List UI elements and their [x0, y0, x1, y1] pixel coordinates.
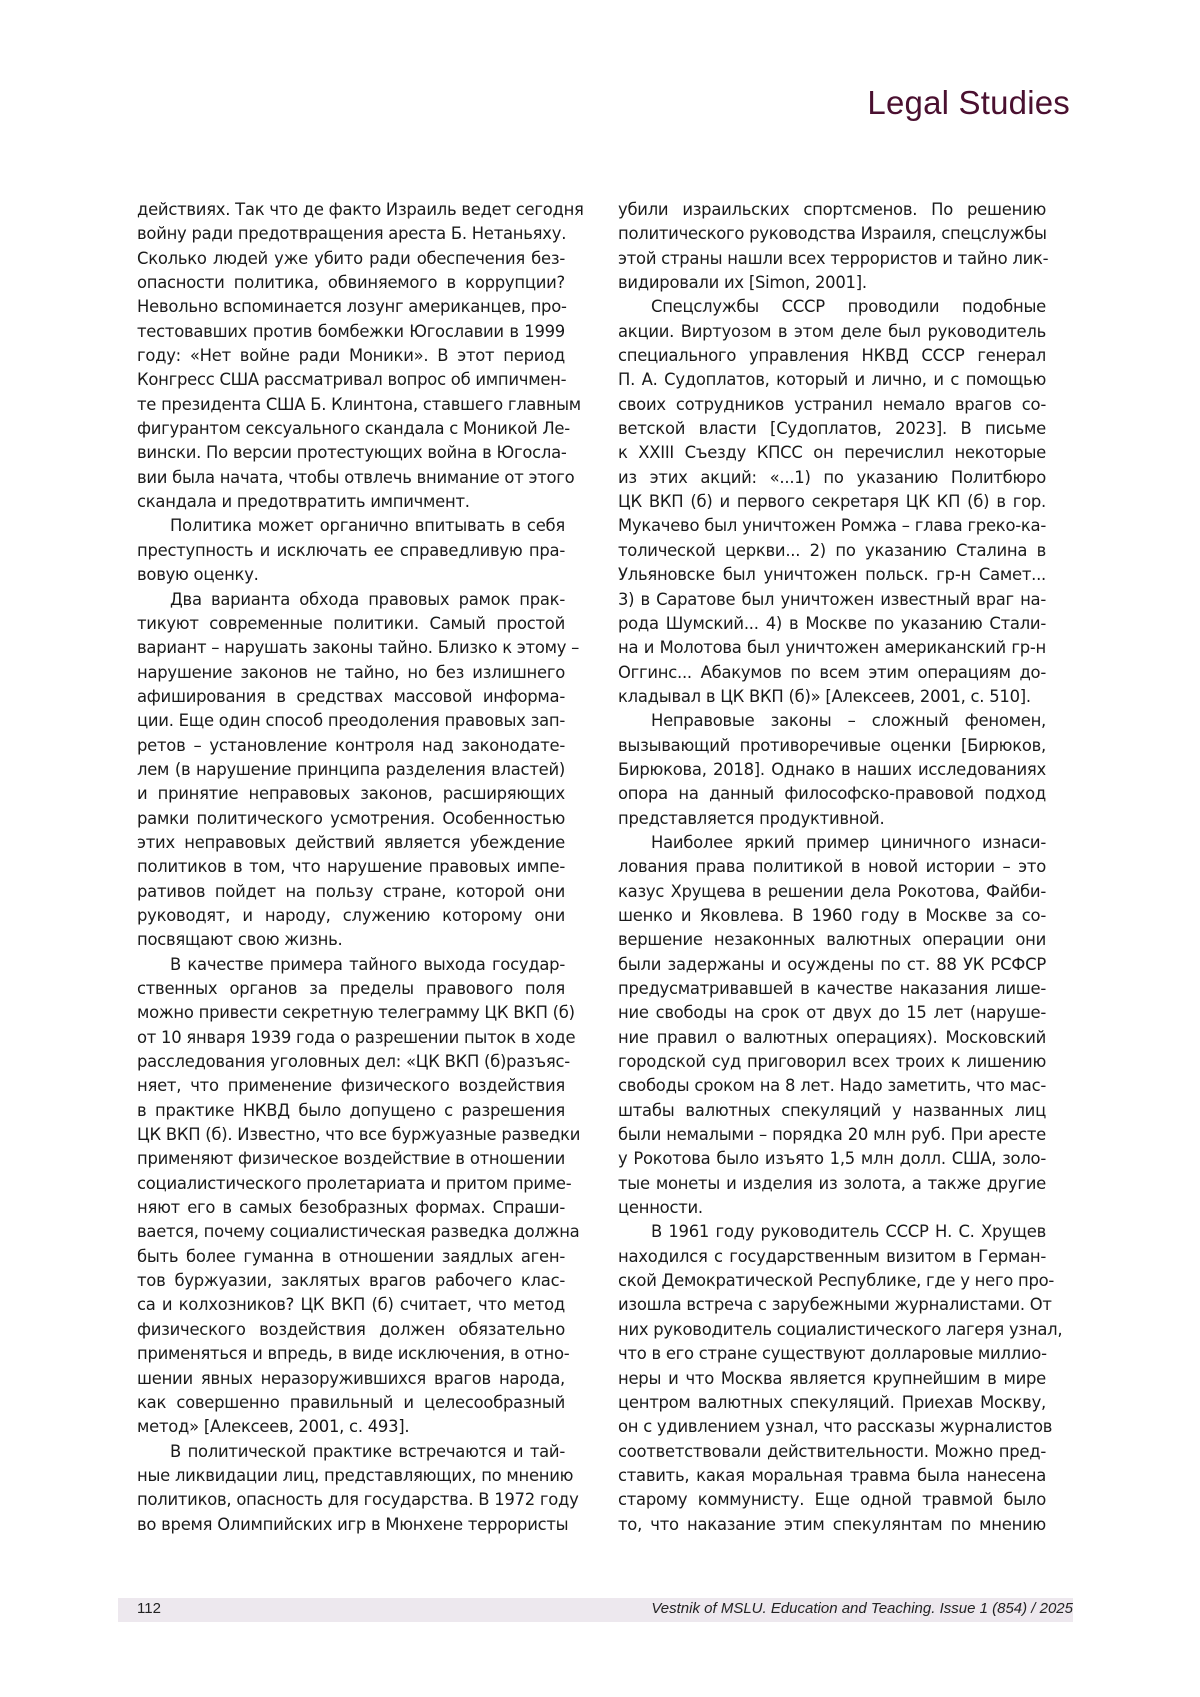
text-line: опасности политика, обвиняемого в коррупции?: [137, 273, 565, 293]
text-line: вариант – нарушать законы тайно. Близко к этому –: [137, 638, 580, 658]
text-line: неры и что Москва является крупнейшим в мире: [618, 1368, 1046, 1388]
text-line: Неправовые законы – сложный феномен,: [651, 711, 1046, 731]
text-line: Сколько людей уже убито ради обеспечения без-: [137, 248, 565, 268]
text-line: что в его стране существуют долларовые миллио-: [618, 1344, 1047, 1364]
text-line: году: «Нет войне ради Моники». В этот период: [137, 346, 565, 366]
text-line: ЦК ВКП (б). Известно, что все буржуазные разведки: [137, 1125, 581, 1145]
text-line: к XXIII Съезду КПСС он перечислил некоторые: [618, 443, 1046, 463]
section-title: Legal Studies: [867, 84, 1070, 121]
text-line: в практике НКВД было допущено с разрешения: [137, 1100, 565, 1120]
text-line: политиков в том, что нарушение правовых импе-: [137, 857, 565, 877]
text-line: ретов – установление контроля над законодате-: [137, 735, 565, 755]
text-line: ставить, какая моральная травма была нанесена: [618, 1465, 1046, 1485]
text-line: вершение незаконных валютных операции они: [618, 930, 1046, 950]
text-line: В политической практике встречаются и тай-: [170, 1441, 565, 1461]
text-line: рамки политического усмотрения. Особенностью: [137, 808, 565, 828]
text-line: предусматривавшей в качестве наказания лише-: [618, 979, 1046, 998]
text-line: вается, почему социалистическая разведка должна: [137, 1222, 580, 1242]
text-line: были задержаны и осуждены по ст. 88 УК РСФСР: [618, 954, 1046, 974]
text-line: этих неправовых действий является убеждение: [137, 832, 565, 852]
text-line: П. А. Судоплатов, который и лично, и с помощью: [618, 370, 1046, 390]
text-line: кладывал в ЦК ВКП (б)» [Алексеев, 2001, с. 510].: [618, 686, 1031, 706]
text-line: старому коммунисту. Еще одной травмой было: [618, 1490, 1046, 1510]
text-line: физического воздействия должен обязательно: [137, 1319, 565, 1339]
text-line: Невольно вспоминается лозунг американцев, про-: [137, 297, 567, 317]
text-line: метод» [Алексеев, 2001, с. 493].: [137, 1417, 410, 1437]
text-line: преступность и исключать ее справедливую пра-: [137, 540, 565, 560]
text-line: центром валютных спекуляций. Приехав Москву,: [618, 1392, 1046, 1412]
text-line: он с удивлением узнал, что рассказы журналистов: [618, 1417, 1053, 1437]
right-column: [618, 198, 1063, 1537]
text-line: действиях. Так что де факто Израиль ведет сегодня: [137, 200, 584, 219]
text-line: акции. Виртуозом в этом деле был руководитель: [618, 321, 1046, 341]
text-line: руководят, и народу, служению которому они: [137, 905, 565, 925]
text-line: войну ради предотвращения ареста Б. Нетаньяху.: [137, 224, 567, 244]
text-line: можно привести секретную телеграмму ЦК ВКП (б): [137, 1003, 575, 1023]
text-line: этой страны нашли всех террористов и тайно лик-: [618, 248, 1049, 268]
text-line: няют его в самых безобразных формах. Спраши-: [137, 1198, 565, 1218]
text-line: афиширования в средствах массовой информа-: [137, 686, 565, 706]
text-line: те президента США Б. Клинтона, ставшего главным: [137, 394, 581, 414]
text-line: тые монеты и изделия из золота, а также другие: [618, 1173, 1046, 1193]
text-line: опора на данный философско-правовой подход: [618, 784, 1046, 804]
text-line: штабы валютных спекуляций у названных лиц: [618, 1100, 1046, 1120]
text-line: вовую оценку.: [137, 565, 259, 585]
text-line: В качестве примера тайного выхода государ-: [170, 954, 565, 974]
text-line: нарушение законов не тайно, но без излишнего: [137, 662, 565, 682]
text-line: Два варианта обхода правовых рамок прак-: [170, 589, 565, 609]
text-line: ценности.: [618, 1198, 703, 1218]
text-line: политиков, опасность для государства. В 1972 году: [137, 1490, 579, 1510]
text-line: во время Олимпийских игр в Мюнхене террористы: [137, 1514, 569, 1534]
text-line: фигурантом сексуального скандала с Моникой Ле-: [137, 419, 570, 439]
text-line: ЦК ВКП (б) и первого секретаря ЦК КП (б) в гор.: [618, 492, 1046, 512]
text-line: казус Хрущева в решении дела Рокотова, Файби-: [618, 881, 1046, 901]
text-line: от 10 января 1939 года о разрешении пыток в ходе: [137, 1027, 576, 1047]
text-line: шенко и Яковлева. В 1960 году в Москве за со-: [618, 905, 1046, 925]
text-line: ской Демократической Республике, где у него про-: [618, 1271, 1055, 1291]
text-line: на и Молотова был уничтожен американский гр-н: [618, 638, 1046, 658]
text-line: применяют физическое воздействие в отношении: [137, 1149, 565, 1169]
text-line: В 1961 году руководитель СССР Н. С. Хрущев: [651, 1222, 1046, 1242]
page-number: 112: [137, 1600, 161, 1617]
text-line: городской суд приговорил всех троих к лишению: [618, 1052, 1046, 1072]
text-line: быть более гуманна в отношении заядлых аген-: [137, 1246, 565, 1266]
text-line: толической церкви... 2) по указанию Сталина в: [618, 540, 1046, 560]
text-line: и принятие неправовых законов, расширяющих: [137, 784, 565, 804]
text-line: ветской власти [Судоплатов, 2023]. В письме: [618, 419, 1046, 439]
text-line: видировали их [Simon, 2001].: [618, 273, 867, 293]
text-line: Бирюкова, 2018]. Однако в наших исследованиях: [618, 759, 1046, 779]
text-line: лем (в нарушение принципа разделения властей): [137, 759, 565, 779]
left-column: [137, 198, 584, 1537]
text-line: Ульяновске был уничтожен польск. гр-н Самет...: [618, 565, 1046, 585]
text-line: специального управления НКВД СССР генерал: [618, 346, 1046, 366]
text-line: убили израильских спортсменов. По решению: [618, 200, 1046, 219]
text-line: своих сотрудников устранил немало врагов со-: [618, 394, 1046, 414]
text-line: Мукачево был уничтожен Ромжа – глава греко-ка-: [618, 516, 1046, 536]
text-line: ративов пойдет на пользу стране, которой они: [137, 881, 565, 901]
text-line: вызывающий противоречивые оценки [Бирюков,: [618, 735, 1046, 755]
text-line: представляется продуктивной.: [618, 808, 885, 828]
text-line: тикуют современные политики. Самый простой: [137, 613, 565, 633]
text-line: тестовавших против бомбежки Югославии в 1999: [137, 321, 565, 341]
text-line: ние правил о валютных операциях). Московский: [618, 1027, 1046, 1047]
text-line: изошла встреча с зарубежными журналистами. От: [618, 1295, 1052, 1315]
text-line: свободы сроком на 8 лет. Надо заметить, что мас-: [618, 1076, 1046, 1096]
text-line: ственных органов за пределы правового поля: [137, 979, 565, 998]
journal-citation: Vestnik of MSLU. Education and Teaching. Issue 1 (854) / 2025: [651, 1600, 1073, 1617]
text-line: соответствовали действительности. Можно пред-: [618, 1441, 1046, 1461]
text-line: рода Шумский... 4) в Москве по указанию Стали-: [618, 613, 1046, 633]
text-line: тов буржуазии, заклятых врагов рабочего клас-: [137, 1271, 565, 1291]
text-line: них руководитель социалистического лагеря узнал,: [618, 1319, 1063, 1339]
text-line: ные ликвидации лиц, представляющих, по мнению: [137, 1465, 574, 1485]
text-line: посвящают свою жизнь.: [137, 930, 343, 950]
text-line: Конгресс США рассматривал вопрос об импичмен-: [137, 370, 567, 390]
text-line: то, что наказание этим спекулянтам по мнению: [618, 1514, 1046, 1534]
text-line: няет, что применение физического воздействия: [137, 1076, 565, 1096]
text-line: Спецслужбы СССР проводили подобные: [651, 297, 1046, 317]
text-line: са и колхозников? ЦК ВКП (б) считает, что метод: [137, 1295, 565, 1315]
text-line: расследования уголовных дел: «ЦК ВКП (б)разъяс-: [137, 1052, 570, 1072]
text-line: скандала и предотвратить импичмент.: [137, 492, 470, 512]
text-line: как совершенно правильный и целесообразный: [137, 1392, 565, 1412]
text-line: были немалыми – порядка 20 млн руб. При аресте: [618, 1125, 1046, 1145]
text-line: у Рокотова было изъято 1,5 млн долл. США, золо-: [618, 1149, 1046, 1169]
text-line: вински. По версии протестующих война в Югосла-: [137, 443, 567, 463]
text-line: из этих акций: «...1) по указанию Политбюро: [618, 467, 1046, 487]
text-line: 3) в Саратове был уничтожен известный враг на-: [618, 589, 1046, 609]
text-line: Наиболее яркий пример циничного изнаси-: [651, 832, 1046, 852]
text-line: ние свободы на срок от двух до 15 лет (наруше-: [618, 1003, 1046, 1023]
text-line: применяться и впредь, в виде исключения, в отно-: [137, 1344, 570, 1364]
text-line: находился с государственным визитом в Герман-: [618, 1246, 1046, 1266]
text-line: Политика может органично впитывать в себя: [170, 516, 565, 536]
text-line: политического руководства Израиля, спецслужбы: [618, 224, 1047, 244]
text-line: вии была начата, чтобы отвлечь внимание от этого: [137, 467, 575, 487]
text-line: Оггинс... Абакумов по всем этим операциям до-: [618, 662, 1046, 682]
text-line: лования права политикой в новой истории – это: [618, 857, 1046, 877]
text-line: социалистического пролетариата и притом приме-: [137, 1173, 572, 1193]
text-line: ции. Еще один способ преодоления правовых зап-: [137, 711, 565, 731]
text-line: шении явных неразоружившихся врагов народа,: [137, 1368, 565, 1388]
